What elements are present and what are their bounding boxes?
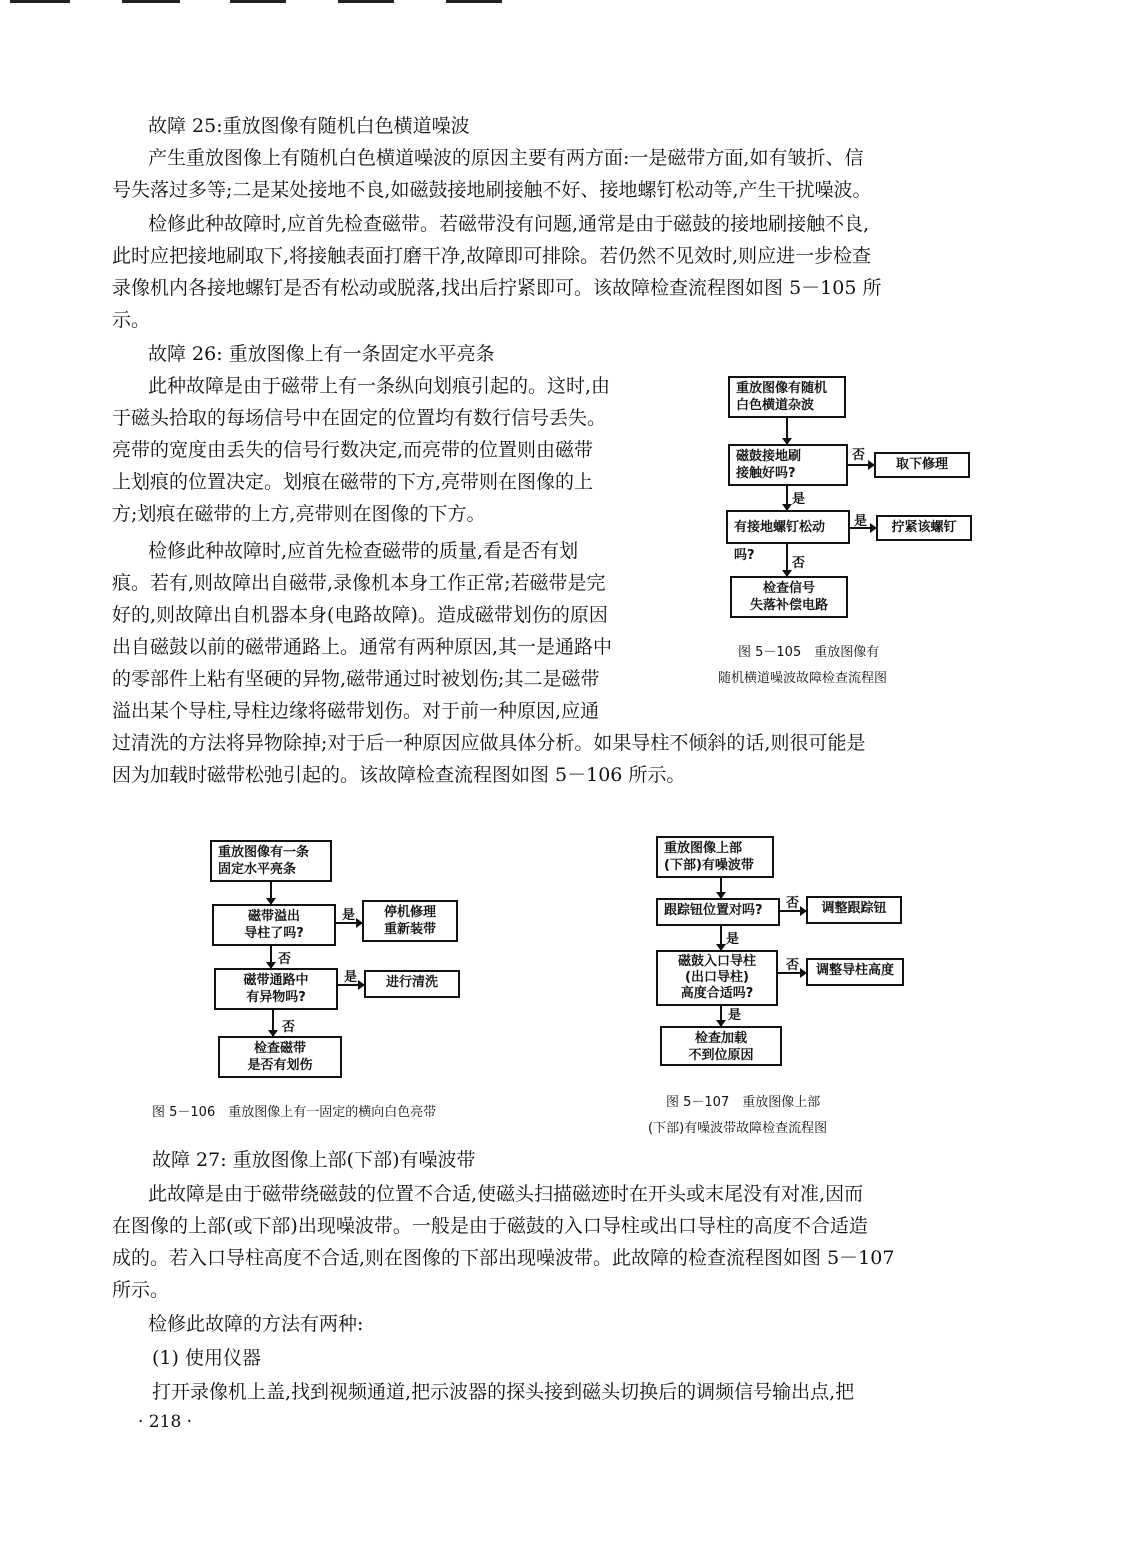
top-rule-4 <box>338 0 394 3</box>
fault26-para2-line7: 过清洗的方法将异物除掉;对于后一种原因应做具体分析。如果导柱不倾斜的话,则很可能是 <box>112 732 866 754</box>
fig106-label-yes1: 是 <box>342 908 356 923</box>
fig107-end-line1: 检查加载 <box>694 1031 747 1046</box>
fig105-arrow-no2 <box>786 544 788 576</box>
fig107-decision-tracking: 跟踪钮位置对吗? <box>656 898 780 926</box>
fault26-para1-line5: 方;划痕在磁带的上方,亮带则在图像的下方。 <box>112 503 486 525</box>
fig107-adjust-tracking-box: 调整跟踪钮 <box>806 896 902 924</box>
fig106-arrow-1 <box>270 882 272 904</box>
fig106-arrow-no2 <box>272 1010 274 1036</box>
fault27-item1: (1) 使用仪器 <box>152 1347 261 1369</box>
fault26-para2-line1: 检修此种故障时,应首先检查磁带的质量,看是否有划 <box>148 540 579 562</box>
fig107-check-loading-box <box>660 1026 782 1066</box>
fig105-decision-screw: 有接地螺钉松动吗? <box>726 510 850 544</box>
fig106-decision1-line2: 导柱了吗? <box>244 926 304 941</box>
fig107-label-no1: 否 <box>786 896 800 911</box>
fig107-adjust-guide-box: 调整导柱高度 <box>806 958 904 986</box>
fig105-label-no1: 否 <box>852 448 866 463</box>
fig106-decision-foreign-object <box>214 968 338 1010</box>
fault25-para1-line1: 产生重放图像上有随机白色横道噪波的原因主要有两方面:一是磁带方面,如有皱折、信 <box>148 147 864 169</box>
fig107-caption-line1: 图 5－107 重放图像上部 <box>666 1095 821 1110</box>
fault27-para3: 打开录像机上盖,找到视频通道,把示波器的探头接到磁头切换后的调频信号输出点,把 <box>152 1381 855 1403</box>
fig105-caption-line1: 图 5－105 重放图像有 <box>738 645 880 660</box>
fig105-check-signal-box <box>730 576 848 618</box>
fault25-para2-line2: 此时应把接地刷取下,将接触表面打磨干净,故障即可排除。若仍然不见效时,则应进一步检查 <box>112 245 872 267</box>
fig107-end-line2: 不到位原因 <box>688 1048 754 1063</box>
fig105-arrow-no1 <box>848 464 874 466</box>
fig106-start-box <box>210 840 332 882</box>
fig105-label-yes1: 是 <box>792 492 806 507</box>
fig106-decision2-line1: 磁带通路中 <box>243 973 309 988</box>
fault26-para1-line3: 亮带的宽度由丢失的信号行数决定,而亮带的位置则由磁带 <box>112 439 594 461</box>
fig106-arrow-no1 <box>270 946 272 968</box>
fault25-para2-line3: 录像机内各接地螺钉是否有松动或脱落,找出后拧紧即可。该故障检查流程图如图 5－105 所 <box>112 277 882 299</box>
top-rule-5 <box>446 0 502 3</box>
fault26-para1-line1: 此种故障是由于磁带上有一条纵向划痕引起的。这时,由 <box>148 375 611 397</box>
fault26-para2-line2: 痕。若有,则故障出自磁带,录像机本身工作正常;若磁带是完 <box>112 572 606 594</box>
fig105-remove-repair-box: 取下修理 <box>874 452 970 478</box>
fault26-para1-line4: 上划痕的位置决定。划痕在磁带的下方,亮带则在图像的上 <box>112 471 594 493</box>
fig106-decision2-line2: 有异物吗? <box>246 990 306 1005</box>
fig105-decision1-line1: 磁鼓接地刷 <box>736 449 802 464</box>
fault26-para2-line4: 出自磁鼓以前的磁带通路上。通常有两种原因,其一是通路中 <box>112 636 613 658</box>
fault26-para2-line8: 因为加载时磁带松弛引起的。该故障检查流程图如图 5－106 所示。 <box>112 764 686 786</box>
fig107-caption-line2: (下部)有噪波带故障检查流程图 <box>648 1121 828 1136</box>
fault27-para1-line4: 所示。 <box>112 1279 170 1301</box>
fig106-label-no2: 否 <box>282 1020 296 1035</box>
fig107-decision-guide-height <box>656 950 778 1006</box>
fig107-decision2-line3: 高度合适吗? <box>680 986 754 1001</box>
fig107-decision2-line1: 磁鼓入口导柱 <box>677 954 756 969</box>
fig106-label-no1: 否 <box>278 952 292 967</box>
fig107-label-yes1: 是 <box>726 932 740 947</box>
fig105-label-yes2: 是 <box>854 514 868 529</box>
fig107-start-box <box>656 836 774 878</box>
page-number: · 218 · <box>138 1412 193 1432</box>
fig106-check-tape-box <box>218 1036 342 1078</box>
fault27-para1-line3: 成的。若入口导柱高度不合适,则在图像的下部出现噪波带。此故障的检查流程图如图 5－107 <box>112 1247 895 1269</box>
fig105-end-line1: 检查信号 <box>762 581 815 596</box>
fig107-start-line2: (下部)有噪波带 <box>664 858 754 873</box>
fig107-label-yes2: 是 <box>728 1008 742 1023</box>
fault26-para2-line6: 溢出某个导柱,导柱边缘将磁带划伤。对于前一种原因,应通 <box>112 700 600 722</box>
fault27-para1-line2: 在图像的上部(或下部)出现噪波带。一般是由于磁鼓的入口导柱或出口导柱的高度不合适造 <box>112 1215 868 1237</box>
fig106-end-line1: 检查磁带 <box>253 1041 306 1056</box>
fig105-start-line1: 重放图像有随机 <box>736 381 828 396</box>
fig106-repair-line1: 停机修理 <box>383 905 436 920</box>
fig106-stop-repair-box <box>362 900 458 942</box>
fig106-caption: 图 5－106 重放图像上有一固定的横向白色亮带 <box>152 1105 437 1120</box>
fig106-end-line2: 是否有划伤 <box>247 1058 313 1073</box>
top-rule-2 <box>122 0 180 3</box>
fault27-title: 故障 27: 重放图像上部(下部)有噪波带 <box>152 1149 476 1171</box>
fig105-end-line2: 失落补偿电路 <box>749 598 828 613</box>
top-rule-1 <box>10 0 70 3</box>
fig107-arrow-yes2 <box>720 1006 722 1026</box>
fault26-para2-line3: 好的,则故障出自机器本身(电路故障)。造成磁带划伤的原因 <box>112 604 608 626</box>
fig106-start-line2: 固定水平亮条 <box>218 862 297 877</box>
fault26-title: 故障 26: 重放图像上有一条固定水平亮条 <box>148 343 495 365</box>
fig106-decision1-line1: 磁带溢出 <box>247 909 300 924</box>
fig105-start-line2: 白色横道杂波 <box>736 398 815 413</box>
fault27-para1-line1: 此故障是由于磁带绕磁鼓的位置不合适,使磁头扫描磁迹时在开头或末尾没有对准,因而 <box>148 1183 864 1205</box>
fault25-para1-line2: 号失落过多等;二是某处接地不良,如磁鼓接地刷接触不好、接地螺钉松动等,产生干扰噪波。 <box>112 179 872 201</box>
fault26-para1-line2: 于磁头拾取的每场信号中在固定的位置均有数行信号丢失。 <box>112 407 607 429</box>
fig107-decision2-line2: (出口导柱) <box>685 970 749 985</box>
fig106-start-line1: 重放图像有一条 <box>218 845 310 860</box>
fig105-start-box <box>728 376 846 418</box>
fig105-caption-line2: 随机横道噪波故障检查流程图 <box>718 671 888 686</box>
fig105-tighten-screw-box: 拧紧该螺钉 <box>876 515 972 541</box>
fig107-arrow-1 <box>720 878 722 898</box>
fig105-label-no2: 否 <box>792 556 806 571</box>
fault25-para2-line1: 检修此种故障时,应首先检查磁带。若磁带没有问题,通常是由于磁鼓的接地刷接触不良, <box>148 213 870 235</box>
fault26-para2-line5: 的零部件上粘有坚硬的异物,磁带通过时被划伤;其二是磁带 <box>112 668 600 690</box>
fault25-title: 故障 25:重放图像有随机白色横道噪波 <box>148 115 470 137</box>
fig106-decision-overflow <box>212 904 336 946</box>
fig105-arrow-yes1 <box>786 486 788 510</box>
fault25-para2-line4: 示。 <box>112 309 151 331</box>
fig106-repair-line2: 重新装带 <box>383 922 436 937</box>
fault27-para2: 检修此故障的方法有两种: <box>148 1313 364 1335</box>
fig107-start-line1: 重放图像上部 <box>664 841 743 856</box>
fig107-arrow-yes1 <box>720 926 722 950</box>
fig107-label-no2: 否 <box>786 958 800 973</box>
fig105-arrow-1 <box>786 418 788 444</box>
fig105-decision-ground-brush <box>728 444 848 486</box>
top-rule-3 <box>230 0 286 3</box>
fig105-decision1-line2: 接触好吗? <box>736 466 796 481</box>
fig106-clean-box: 进行清洗 <box>364 970 460 998</box>
fig106-label-yes2: 是 <box>344 970 358 985</box>
